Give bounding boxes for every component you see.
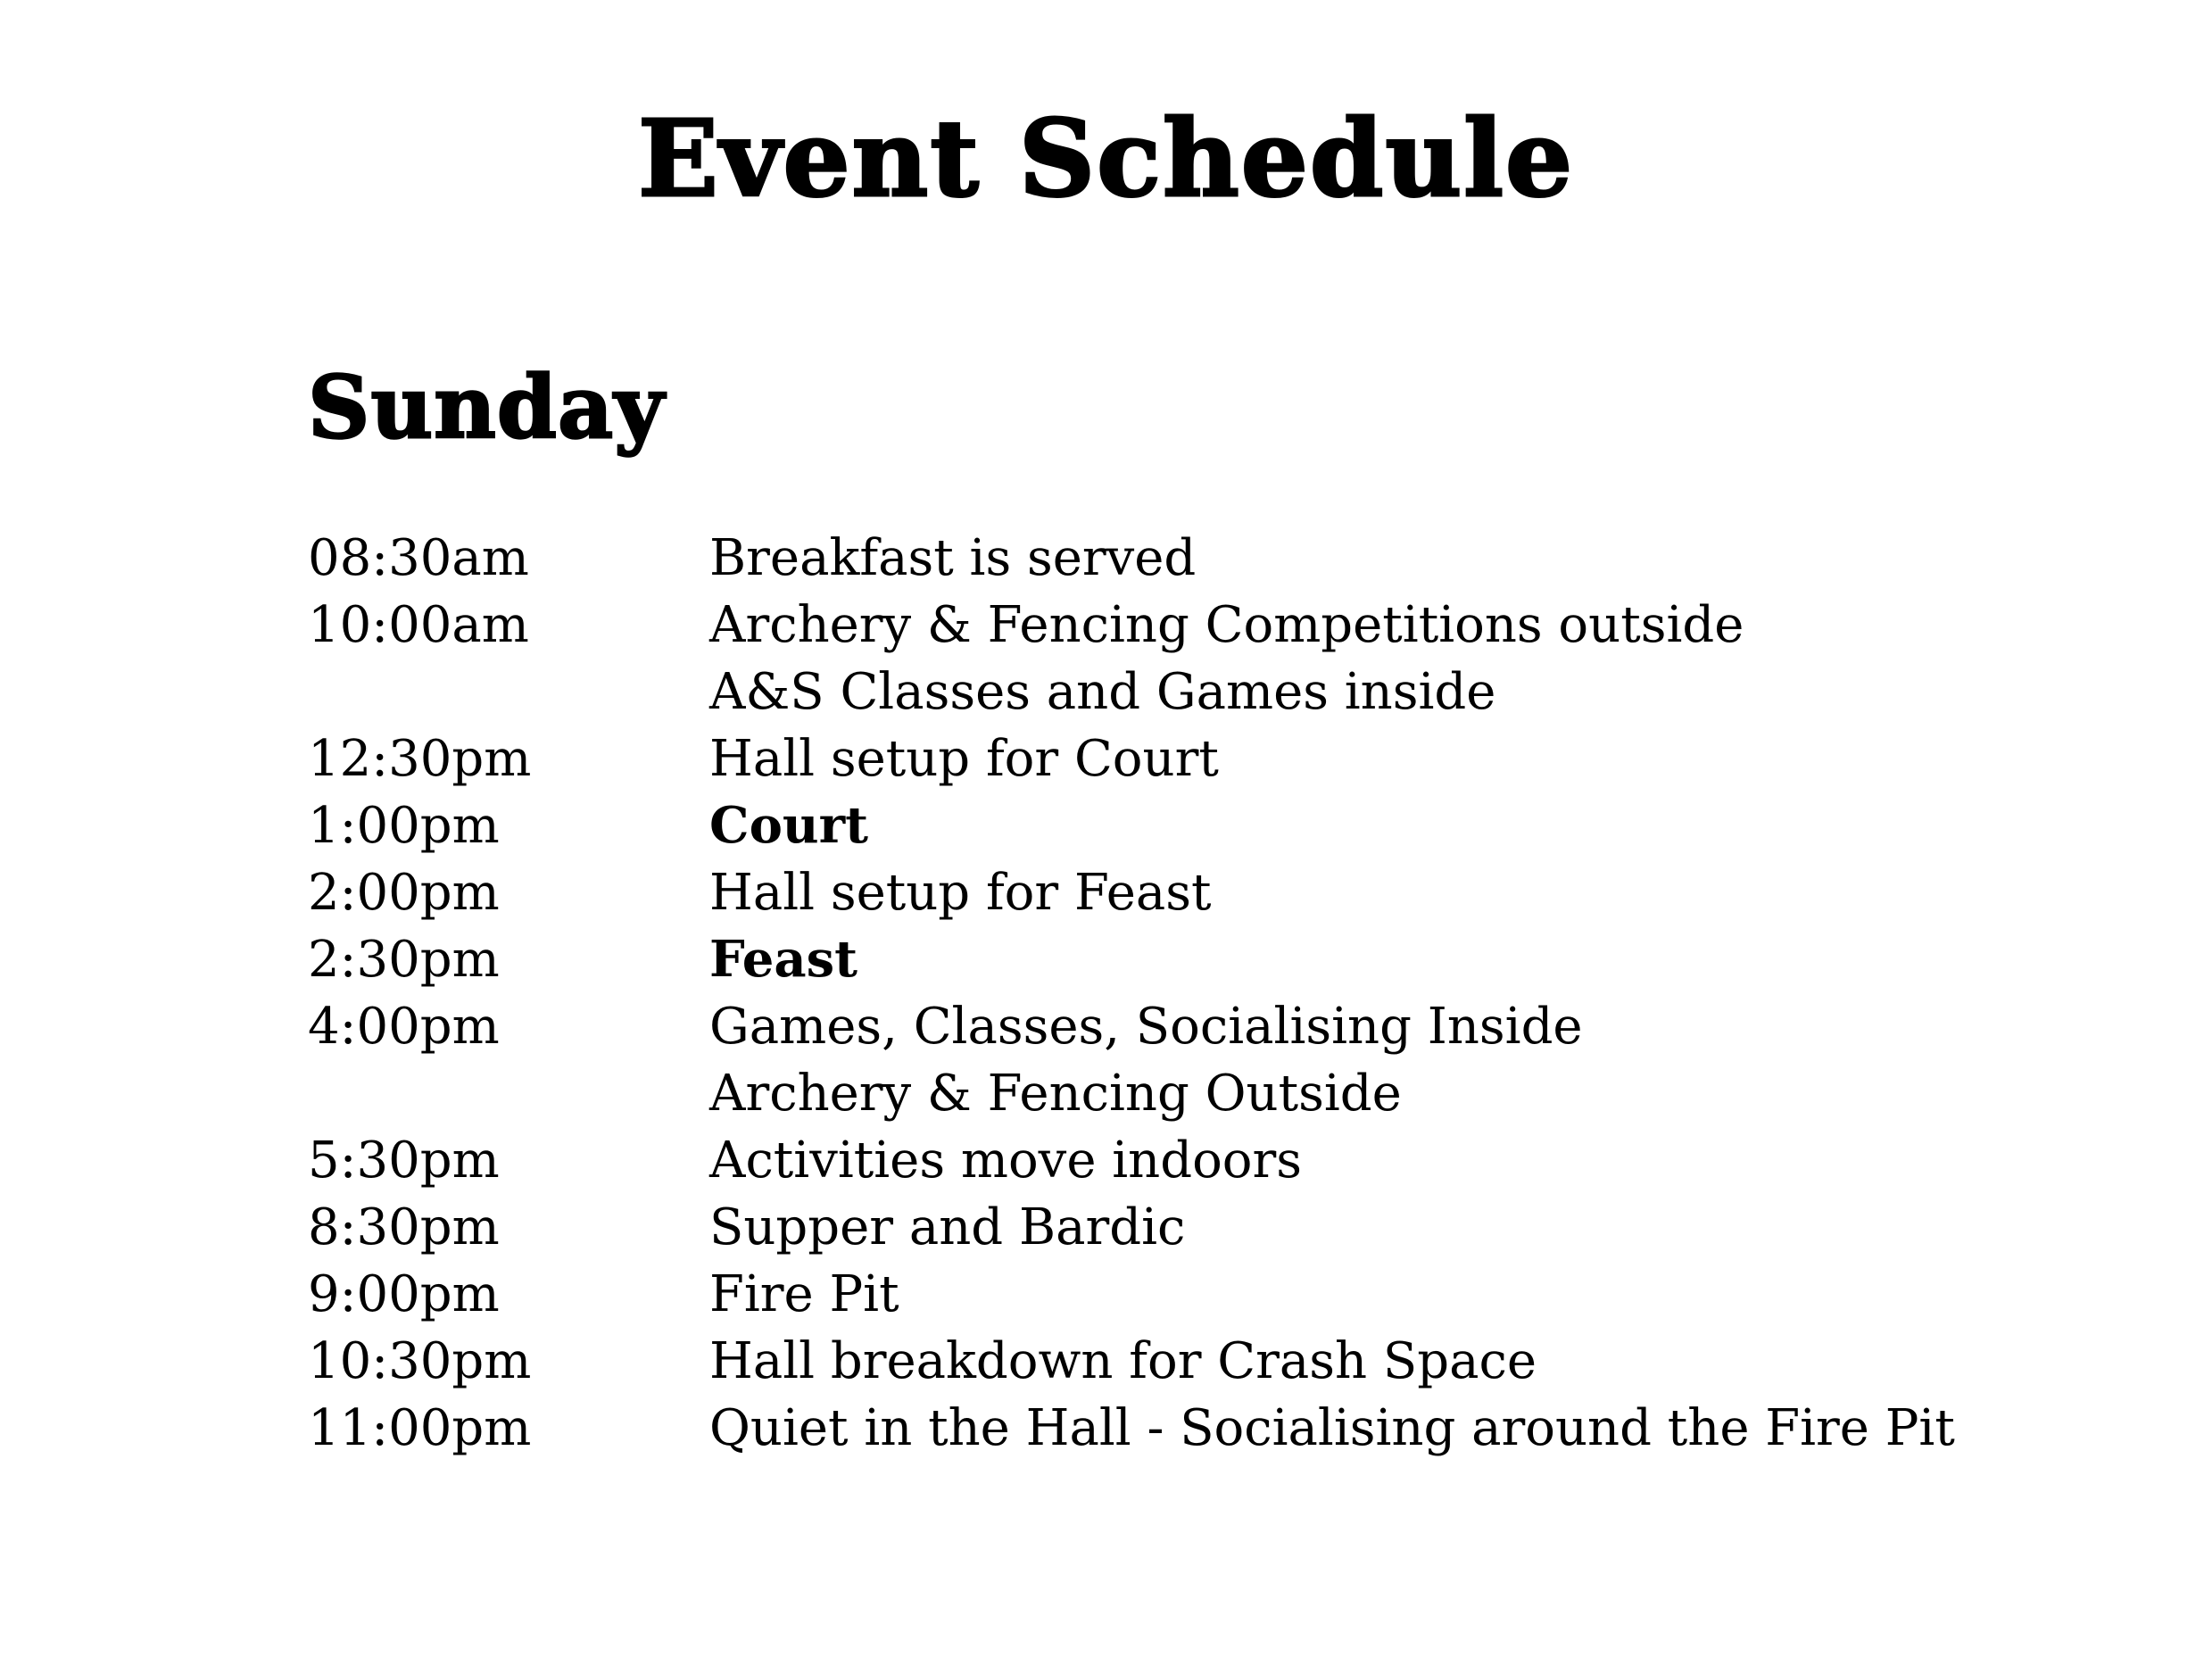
schedule-row bbox=[308, 725, 2003, 792]
schedule-event: Hall breakdown for Crash Space bbox=[709, 1332, 1537, 1390]
schedule-time: 10:00am bbox=[308, 596, 529, 654]
schedule-time: 10:30pm bbox=[308, 1332, 532, 1390]
schedule-time: 4:00pm bbox=[308, 998, 500, 1056]
schedule-time: 1:00pm bbox=[308, 797, 500, 855]
schedule-event: Quiet in the Hall - Socialising around the Fire Pit bbox=[709, 1399, 1955, 1457]
schedule-row bbox=[308, 592, 2003, 659]
schedule-row bbox=[308, 1395, 2003, 1462]
schedule-event: Activities move indoors bbox=[709, 1132, 1303, 1190]
schedule-event: Court bbox=[709, 796, 869, 855]
schedule-event: Hall setup for Court bbox=[709, 730, 1219, 788]
schedule-row bbox=[308, 859, 2003, 926]
day-heading: Sunday bbox=[308, 357, 666, 458]
schedule-event: Hall setup for Feast bbox=[709, 864, 1212, 922]
schedule-row bbox=[308, 659, 2003, 725]
schedule-row bbox=[308, 525, 2003, 592]
schedule-row bbox=[308, 1261, 2003, 1328]
schedule-event: Games, Classes, Socialising Inside bbox=[709, 998, 1583, 1056]
schedule-row bbox=[308, 1060, 2003, 1127]
schedule-row bbox=[308, 1328, 2003, 1395]
schedule-event: Supper and Bardic bbox=[709, 1198, 1186, 1256]
schedule-time: 11:00pm bbox=[308, 1399, 532, 1457]
schedule-row bbox=[308, 1194, 2003, 1261]
schedule-list bbox=[308, 525, 2003, 1462]
schedule-time: 2:30pm bbox=[308, 931, 500, 989]
schedule-event: Feast bbox=[709, 930, 858, 989]
schedule-time: 9:00pm bbox=[308, 1265, 500, 1323]
schedule-event: Fire Pit bbox=[709, 1265, 899, 1323]
schedule-event: Archery & Fencing Competitions outside bbox=[709, 596, 1744, 654]
schedule-time: 08:30am bbox=[308, 529, 529, 587]
page-title: Event Schedule bbox=[637, 96, 1575, 220]
schedule-row bbox=[308, 926, 2003, 993]
schedule-event: A&S Classes and Games inside bbox=[709, 663, 1496, 721]
schedule-row bbox=[308, 1127, 2003, 1194]
schedule-time: 12:30pm bbox=[308, 730, 532, 788]
schedule-time: 8:30pm bbox=[308, 1198, 500, 1256]
schedule-row bbox=[308, 993, 2003, 1060]
schedule-time: 5:30pm bbox=[308, 1132, 500, 1190]
schedule-row bbox=[308, 792, 2003, 859]
schedule-time: 2:00pm bbox=[308, 864, 500, 922]
schedule-event: Breakfast is served bbox=[709, 529, 1197, 587]
schedule-event: Archery & Fencing Outside bbox=[709, 1065, 1402, 1123]
